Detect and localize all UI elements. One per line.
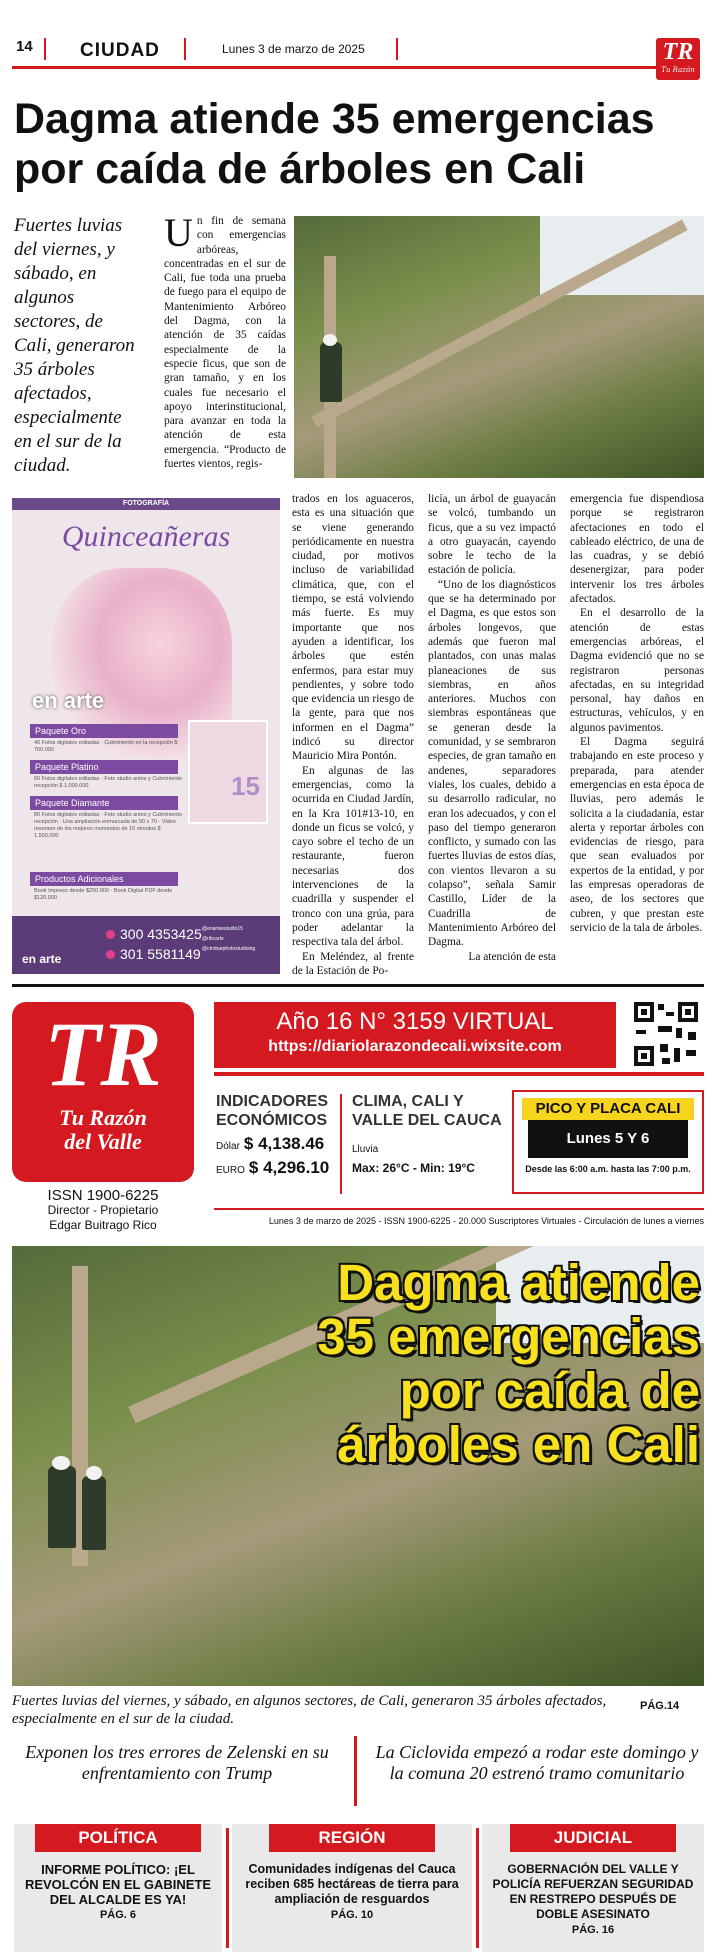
weather-state: Lluvia bbox=[352, 1144, 379, 1155]
ad-brand: en arte bbox=[32, 688, 105, 713]
box-text: Comunidades indígenas del Cauca reciben 685 hectáreas de tierra para ampliación de resguardos bbox=[245, 1862, 459, 1906]
worker-helmet bbox=[323, 334, 337, 346]
column-text: trados en los aguaceros, esta es una situación que se viene generando periódicamente en nuestra ciudad, por motivos incluso de variabilidad climática, que, con el tiempo, se está volviendo más fuerte. Es muy importante que nos ayuden a identificar, los árboles que estén enfermos, para estar muy pendientes, y sobre todo que evidencia un riesgo de la gente, para que nos informen en el Dagma” indicó su director Mauricio Mira Pontón. bbox=[292, 493, 414, 763]
page-header bbox=[12, 34, 704, 68]
cover-logo bbox=[12, 1002, 194, 1182]
box-page: PÁG. 6 bbox=[99, 1909, 137, 1921]
article-column-3 bbox=[428, 492, 556, 964]
article-column-4 bbox=[570, 492, 704, 935]
package-name: Paquete Oro bbox=[30, 724, 178, 738]
package-name: Paquete Diamante bbox=[30, 796, 178, 810]
section-title: CIUDAD bbox=[80, 40, 160, 61]
ad-thumbnail bbox=[188, 720, 268, 824]
cover-page-ref: PÁG.14 bbox=[640, 1700, 680, 1712]
box-label: POLÍTICA bbox=[35, 1824, 201, 1852]
worker-helmet bbox=[52, 1456, 70, 1470]
euro-row: EURO $ 4,296.10 bbox=[216, 1158, 330, 1177]
package-detail: Book Impreso desde $250.000 · Book Digital PDF desde $120.000 bbox=[34, 888, 173, 901]
quinceaneras-ad bbox=[12, 498, 280, 974]
indicators-title: INDICADORES ECONÓMICOS bbox=[216, 1093, 329, 1129]
logo-subtitle: Tu Razón bbox=[661, 66, 695, 74]
pico-hours: Desde las 6:00 a.m. hasta las 7:00 p.m. bbox=[525, 1164, 691, 1174]
box-page: PÁG. 10 bbox=[330, 1909, 374, 1921]
worker-figure bbox=[320, 342, 342, 402]
weather-block bbox=[352, 1092, 502, 1175]
cover-logo-letters: TR bbox=[44, 1003, 162, 1105]
ad-social: @ctrobarphotostudioing bbox=[202, 946, 256, 952]
teaser-right[interactable]: La Ciclovida empezó a rodar este domingo y la comuna 20 estrenó tramo comunitario bbox=[375, 1742, 699, 1783]
fallen-trunk bbox=[311, 220, 687, 428]
package-name: Productos Adicionales bbox=[30, 872, 178, 886]
box-page: PÁG. 16 bbox=[571, 1924, 615, 1936]
cover-divider bbox=[340, 1094, 342, 1194]
box-divider bbox=[226, 1828, 229, 1948]
ad-title: Quinceañeras bbox=[61, 520, 231, 553]
whatsapp-icon bbox=[106, 930, 115, 939]
cover-caption: Fuertes luvias del viernes, y sábado, en algunos sectores, de Cali, generaron 35 árboles afectados, especialmente en el sur de la ciudad. bbox=[12, 1693, 607, 1727]
package-detail: 80 Fotos digitales editadas · Foto studio antes y Cubrimiento recepción · Una ampliación enmarcada de 50 x 70 · Video resumen de los mejores momentos de 10 minutos $ 1.500.000 bbox=[34, 812, 182, 839]
header-date: Lunes 3 de marzo de 2025 bbox=[222, 42, 365, 56]
edition-box bbox=[214, 1002, 616, 1068]
pico-title: PICO Y PLACA CALI bbox=[522, 1098, 694, 1120]
page-number: 14 bbox=[16, 38, 33, 55]
column-text: En Meléndez, al frente de la Estación de Po- bbox=[292, 950, 414, 977]
package-detail: 60 Fotos digitales editadas · Foto studio antes y Cubrimiento recepción $ 1.000.000 bbox=[34, 776, 182, 789]
thumb-number: 15 bbox=[231, 771, 260, 801]
article-headline: Dagma atiende 35 emergencias por caída de árboles en Cali bbox=[14, 95, 655, 193]
cover-logo-sub: del Valle bbox=[64, 1129, 142, 1154]
teaser-divider bbox=[354, 1736, 357, 1806]
box-text: GOBERNACIÓN DEL VALLE Y POLICÍA REFUERZAN SEGURIDAD EN RESTREPO DESPUÉS DE DOBLE ASESINATO bbox=[492, 1862, 694, 1921]
pico-days: Lunes 5 Y 6 bbox=[528, 1120, 688, 1158]
issn: ISSN 1900-6225 bbox=[47, 1187, 159, 1204]
box-text: INFORME POLÍTICO: ¡EL REVOLCÓN EN EL GABINETE DEL ALCALDE ES YA! bbox=[24, 1862, 212, 1907]
edition-number: Año 16 N° 3159 VIRTUAL bbox=[276, 1008, 554, 1035]
worker-helmet bbox=[86, 1466, 102, 1480]
ad-social: @ribcarte bbox=[202, 936, 224, 942]
weather-title: CLIMA, CALI Y VALLE DEL CAUCA bbox=[352, 1093, 502, 1129]
masthead-logo bbox=[656, 38, 700, 80]
column-text: La atención de esta bbox=[468, 950, 556, 963]
box-judicial[interactable] bbox=[482, 1824, 704, 1952]
whatsapp-icon bbox=[106, 950, 115, 959]
ad-social: @enarteestudio15 bbox=[202, 926, 243, 932]
article-lede: Fuertes luvias del viernes, y sábado, en algunos sectores, de Cali, generaron 35 árboles afectados, especialmente en el sur de la ciudad. bbox=[14, 215, 135, 476]
box-politica[interactable] bbox=[14, 1824, 222, 1952]
header-rule bbox=[12, 66, 662, 69]
dollar-row: Dólar $ 4,138.46 bbox=[216, 1134, 325, 1153]
column-text: El Dagma seguirá trabajando en este proceso y preparada, para atender emergencias en esta época de lluvias, pero además le solicita a la ciudadanía, estar alerta y reportar árboles con evidencias de riesgo, para que sean evaluados por expertos de la entidad, y por las empresas operadoras de aseo, de los sectores que cubren, y que prestan este servicio de la tala de árboles. bbox=[570, 736, 704, 934]
weather-temp: Max: 26°C - Min: 19°C bbox=[352, 1161, 475, 1175]
euro-value: $ 4,296.10 bbox=[248, 1158, 330, 1177]
package-name: Paquete Platino bbox=[30, 760, 178, 774]
column-text: En algunas de las emergencias, como la ocurrida en Ciudad Jardín, en la Kra 101#13-10, en donde un ficus se volcó, y cayo sobre el techo de un restaurante, fueron necesarias dos intervenciones de la cuadrilla y suspender el tronco con una grúa, para poder adelantar la respectiva tala del árbol. bbox=[292, 764, 414, 949]
teaser-left[interactable]: Exponen los tres errores de Zelenski en su enfrentamiento con Trump bbox=[25, 1742, 329, 1783]
cover-dateline: Lunes 3 de marzo de 2025 - ISSN 1900-6225 - 20.000 Suscriptores Virtuales - Circulación de lunes a viernes bbox=[268, 1216, 704, 1226]
header-divider bbox=[396, 38, 398, 60]
package-detail: 40 Fotos digitales editadas · Cubrimiento en la recepción $ 700.000 bbox=[34, 740, 178, 753]
ad-footer bbox=[12, 916, 280, 974]
column-text: emergencia fue dispendiosa porque se registraron afectaciones en todo el cableado eléctrico, de una de las cuadras, y se debió desenergizar, para poder intervenir los tres árboles afectados. bbox=[570, 493, 704, 606]
box-divider bbox=[476, 1828, 479, 1948]
column-text: licía, un árbol de guayacán se volcó, tumbando un ficus, que a su vez impactó a otro guayacán, cayendo sobre le techo de la estación de policía. bbox=[428, 493, 556, 577]
article-column-1 bbox=[164, 210, 286, 471]
ad-phone: 300 4353425 bbox=[106, 926, 202, 942]
worker-figure bbox=[82, 1476, 106, 1550]
director-name: Edgar Buitrago Rico bbox=[49, 1218, 157, 1232]
qr-code-icon bbox=[632, 1000, 700, 1068]
section-rule bbox=[12, 984, 704, 987]
director-title: Director - Propietario bbox=[47, 1203, 159, 1217]
issn-block bbox=[12, 1188, 194, 1233]
box-region[interactable] bbox=[232, 1824, 472, 1952]
cover-rule bbox=[214, 1072, 704, 1076]
box-label: JUDICIAL bbox=[510, 1824, 676, 1852]
website-url[interactable]: https://diariolarazondecali.wixsite.com bbox=[268, 1038, 562, 1055]
ad-band: FOTOGRAFÍA bbox=[12, 498, 280, 510]
economic-indicators bbox=[216, 1092, 336, 1178]
dollar-value: $ 4,138.46 bbox=[243, 1134, 325, 1153]
pico-placa-box bbox=[512, 1090, 704, 1194]
cover-headline: Dagma atiende 35 emergencias por caída de árboles en Cali bbox=[317, 1254, 700, 1473]
column-text: “Uno de los diagnósticos que se ha determinado por el Dagma, es que estos son árboles longevos, que además que fueron mal plantados, con unas malas planeaciones de sus siembras, en años anteriores. Muchos con siembras espontáneas que se generan desde la comunidad, y se sembraron especies, de gran tamaño en andenes, separadores viales, los cuales, debido a su desarrollo radicular, no eran los adecuados, y con el paso del tiempo generaron conflicto, y sumado con las fuertes lluvias de estos días, con vientos llevaron a su colapso”, señala Samir Castillo, Líder de la Cuadrilla de Mantenimiento Arbóreo del Dagma. bbox=[428, 578, 556, 949]
ad-phone: 301 5581149 bbox=[106, 946, 201, 962]
ad-footer-logo: en arte bbox=[22, 952, 62, 966]
column-text: En el desarrollo de la atención de estas emergencias arbóreas, el Dagma evidenció que no se registraron personas afectadas, en su integridad personal, hay daños en estructuras, vehículos, y en algunos pavimentos. bbox=[570, 607, 704, 734]
drop-cap: U bbox=[164, 210, 193, 255]
column-text: n fin de semana con emergencias arbóreas, concentradas en el sur de Cali, fue toda una prueba de fuego para el equipo de Mantenimiento Arbóreo del Dagma, con la atención de 35 caídas especialmente de la especie ficus, que son de gran tamaño, y en los cuales fue necesario el apoyo interinstitucional, para avanzar en toda la atención de esta emergencia. “Producto de fuertes vientos, regis- bbox=[164, 215, 286, 471]
cover-logo-sub: Tu Razón bbox=[59, 1105, 147, 1130]
logo-letters: TR bbox=[662, 39, 694, 65]
article-photo bbox=[294, 216, 704, 478]
article-column-2 bbox=[292, 492, 414, 978]
cover-rule bbox=[214, 1208, 704, 1210]
box-label: REGIÓN bbox=[269, 1824, 435, 1852]
header-divider bbox=[184, 38, 186, 60]
worker-figure bbox=[48, 1466, 76, 1548]
header-divider bbox=[44, 38, 46, 60]
